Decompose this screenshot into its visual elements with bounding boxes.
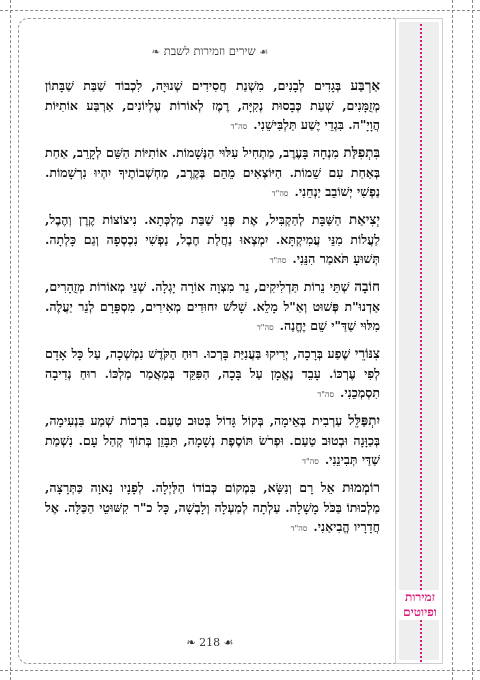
crop-guide-left <box>10 0 11 680</box>
stanza-refrain-marker: סה"ד <box>230 122 248 131</box>
stanza <box>45 478 380 538</box>
ornament-icon: ❧ <box>186 636 196 649</box>
stanza <box>45 210 380 270</box>
stanza-text: בְּגָדִים לְבָנִים, מִשְׁנַת חֲסִידִים שְׁנוּיָה, לִכְבוֹד שַׁבַּת שַׁבָּתוֹן מְזֻמָּנִים, שְׁעַת כְּבָסוּת נְקִיָּה, רֶמֶז לְאוֹרוֹת עֶלְיוֹנִים, אַרְבַּע אוֹתִיּוֹת הֲוָיָ"ה. בִּגְדֵי יֶשַׁע תַּלְבִּישֵׁנִי. <box>45 78 380 132</box>
stanza <box>45 143 380 203</box>
stanza-text: אֵל רָם וְנִשָּׂא, בִּמְקוֹם כְּבוֹדוֹ הַלַּיְלָה. לְפָנָיו נָאוָה כַּתְּרָצָה, מַלְכוּתוֹ בַּכֹּל מָשָׁלָה. עַלְתָה לְמַעְלָה וְלָבְשָׁה, כָּל כ"ר קִשּׁוּטֵי הַכַּלָּה. אֶל חֲדָרָיו הֱבִיאַנִי. <box>45 480 380 534</box>
stanza-first-word: צִנּוֹרֵי <box>354 346 381 362</box>
stanza-first-word: בִּתְפִלַּת <box>343 145 380 161</box>
poem-body <box>45 76 380 545</box>
stanza-text: מִנְחָה בָּעֶרֶב, מַתְחִיל עִלּוּי הַנְּשָׁמוֹת. אוֹתִיּוֹת הַשֵּׁם לְקָרֵב, אַחַת בְּאַחַת עִם שֵׁמוֹת. הַיּוֹצְאִים מֵהֵם בְּקֶרֶב, מַחְשְׁבוֹתֶיךָ יִהְיוּ נִרְשָׁמוֹת. נַפְשִׁי יְשׁוֹבֵב יַנְחֵנִי. <box>45 145 380 199</box>
stanza <box>45 277 380 337</box>
side-tab-label-line2: ופיוטים <box>403 605 437 619</box>
stanza-first-word: יְצִיאַת <box>348 212 380 228</box>
stanza-first-word: רוֹמְמוּת <box>342 480 380 496</box>
side-tab-label-line1: זמירות <box>405 590 435 604</box>
stanza-refrain-marker: סה"ד <box>290 524 308 533</box>
side-tab-dotted-line <box>420 24 422 662</box>
stanza-text: שֶׁפַע בְּרָכָה, יְרִיקוּ בַּעֲנִיַּת בָּרְכוּ. רוּחַ הַקֹּדֶשׁ נִמְשְׁכָה, עַל כָּל אָדָם לְפִי עֶרְכּוֹ. עָבֵד נֶאֱמָן עַל בָּכָה, הַפִּקֵּד בְּמַאֲמַר מַלְכּוֹ. רוּחַ נְדִיבָה תִסְמְכֵנִי. <box>45 346 380 400</box>
stanza-text: שְׁתֵּי נֵרוֹת תַּדְלִיקִים, נֵר מִצְוָה אוֹרָה יָגְלָה. שְׁנֵי מְאוֹרוֹת מְזֻהָרִים, אַדְנוּ"ת פְּשׁוּט וְאַ"ל מָלֵא. שָׁלֹשׁ יִחוּדִים מְאִירִים, מִסְפָּרָם לְנֵר יַעֲלֶה. מִלּוּי שַׁדַּ"י שֵׁם יֶחֱנַה. <box>45 279 380 333</box>
page-number: 218 <box>199 636 221 649</box>
stanza-refrain-marker: סה"ד <box>302 457 319 466</box>
stanza-refrain-marker: סה"ד <box>269 256 287 265</box>
stanza-text: עַרְבִית בְּאֵימָה, בְּקוֹל גָּדוֹל בְּטוּב טַעַם. בִּרְכוֹת שְׁמַע בִּנְעִימָה, בְּכַוָּנָה וּבְטוּב טַעַם. וּפְרֹשׂ תּוֹסֶפֶת נְשָׁמָה, תִּבָּזֵן בְּתוֹךְ קְהַל עָם. נִשְׁמַת שַׁדַּי תְּבִינֵנִי. <box>45 413 380 467</box>
ornament-icon: ☙ <box>223 636 234 649</box>
page-footer <box>40 636 380 649</box>
stanza <box>45 76 380 136</box>
stanza-text: הַשַּׁבָּת לְהַקְבִּיל, אֶת פְּנֵי שַׁבַּת מַלְכְּתָא. נִיצוֹצוֹת קֶרֶן וְהֶבֶל, לַעֲלוֹת מִנֵּי עֲמִיקְתָּא. יִמְצְאוּ נַחֲלַת חֶבֶל, נַפְשִׁי נִכְסְפָה וְגַם כָּלְתָה. תְּשׁוּעָ תֹּאמַר הִנֵּנִי. <box>45 212 380 266</box>
ornament-icon: ☙ <box>259 47 269 58</box>
crop-guide-top <box>0 10 480 11</box>
stanza <box>45 411 380 471</box>
stanza-refrain-marker: סה"ד <box>271 189 289 198</box>
stanza-refrain-marker: סה"ד <box>317 390 335 399</box>
stanza-first-word: חוֹבָה <box>354 279 380 295</box>
crop-guide-right-outer <box>472 0 473 680</box>
crop-guide-bottom <box>0 670 480 671</box>
side-tab-label <box>398 590 442 620</box>
header-title: שירים וזמירות לשבת <box>163 44 256 58</box>
ornament-icon: ❧ <box>151 47 161 58</box>
side-tab-background <box>399 22 439 660</box>
stanza-refrain-marker: סה"ד <box>256 323 274 332</box>
stanza <box>45 344 380 404</box>
crop-guide-right <box>452 0 453 680</box>
running-header <box>40 44 380 58</box>
stanza-first-word: אַרְבַּע <box>350 78 380 94</box>
stanza-first-word: יִתְפַּלֵּל <box>348 413 380 429</box>
